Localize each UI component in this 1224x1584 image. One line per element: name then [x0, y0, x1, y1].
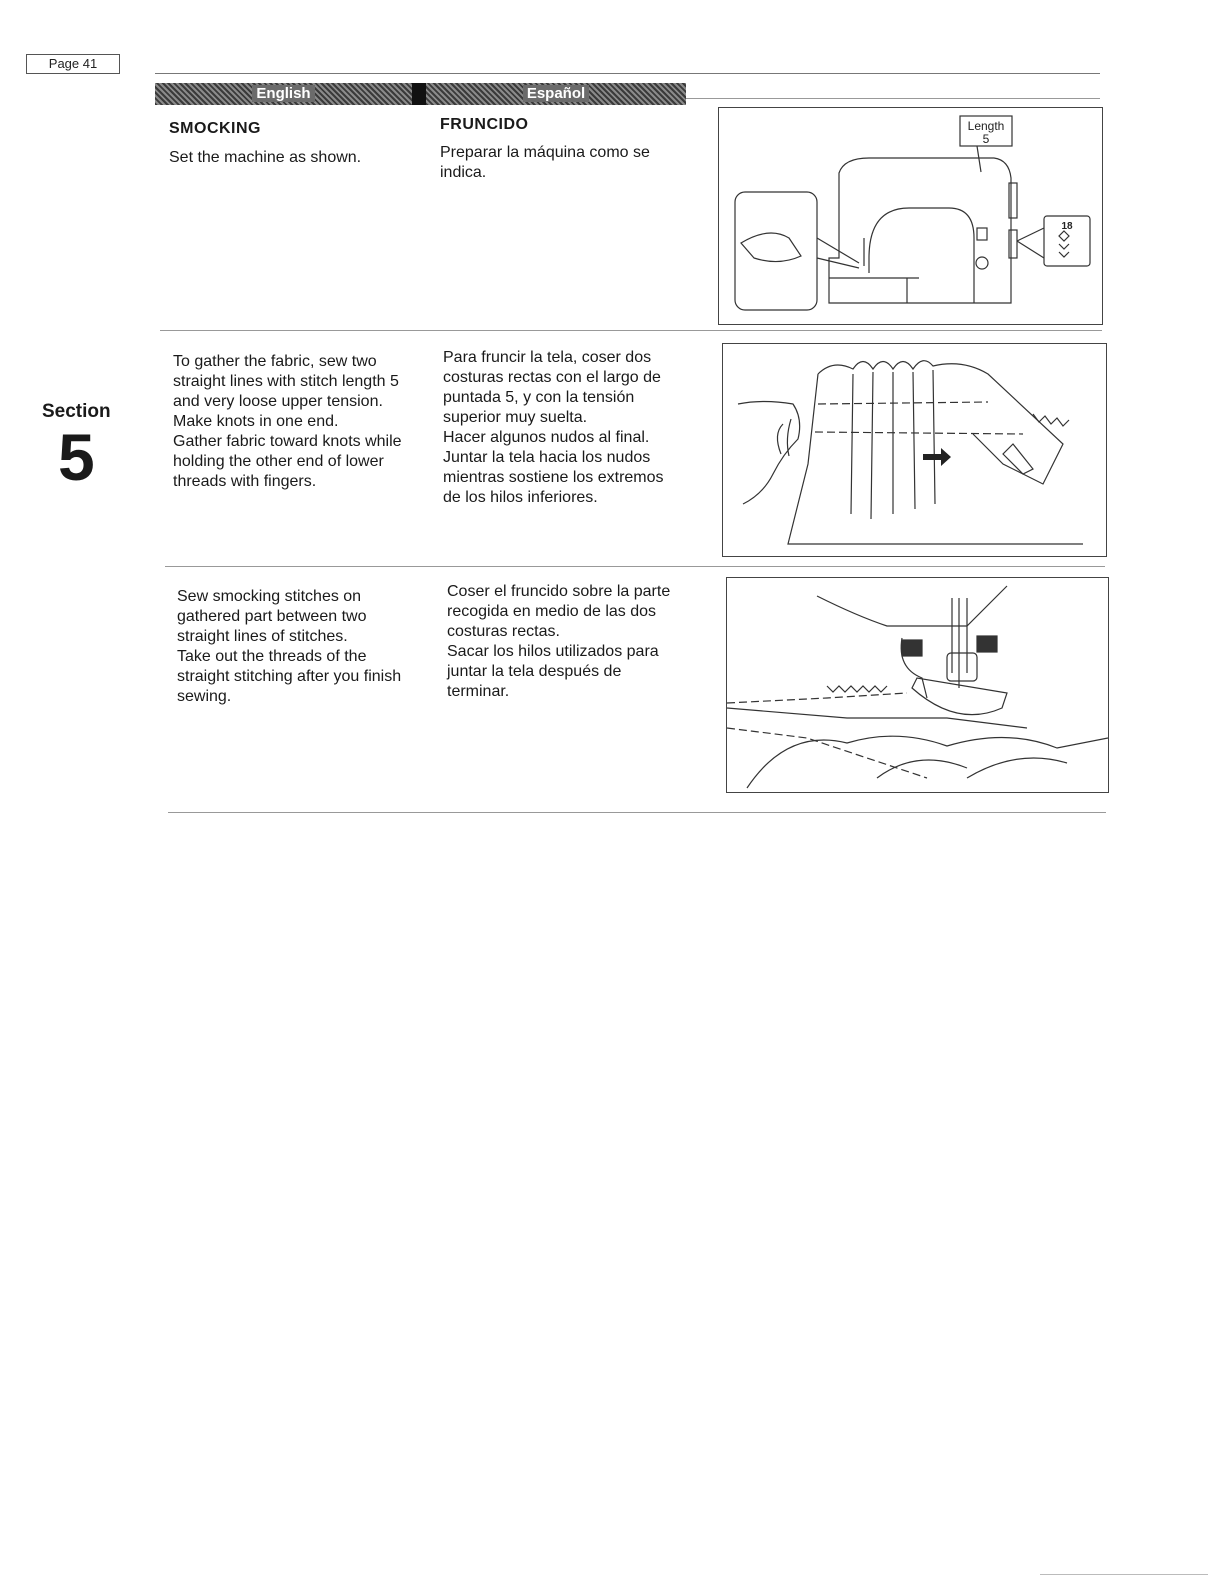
- sewing-machine-illustration: [719, 108, 1102, 324]
- row-divider-1: [160, 330, 1102, 331]
- english-title: SMOCKING: [169, 120, 261, 137]
- footer-rule: [1040, 1574, 1208, 1575]
- english-step-3: Sew smocking stitches on gathered part between two straight lines of stitches. Take out the threads of the straight stitching after you finish sewing.: [177, 588, 402, 705]
- length-label: Length: [967, 119, 1005, 133]
- smocking-figure: [726, 577, 1109, 793]
- english-step-1: Set the machine as shown.: [169, 149, 362, 166]
- english-header-bar: [155, 83, 412, 105]
- length-value: 5: [982, 132, 990, 146]
- top-rule: [155, 73, 1100, 74]
- machine-setup-figure: [718, 107, 1103, 325]
- section-label: Section: [42, 401, 111, 422]
- english-step-2: To gather the fabric, sew two straight lines with stitch length 5 and very loose upper tension. Make knots in one end. Gather fabric toward knots while holding the other end of lower threads with fingers.: [173, 353, 402, 490]
- spanish-step-1: Preparar la máquina como se indica.: [440, 144, 650, 181]
- row-divider-2: [165, 566, 1105, 567]
- gathering-figure: [722, 343, 1107, 557]
- spanish-step-3: Coser el fruncido sobre la parte recogida en medio de las dos costuras rectas. Sacar los hilos utilizados para juntar la tela después de terminar.: [447, 583, 671, 700]
- english-label: English: [252, 85, 314, 102]
- pattern-number: 18: [1061, 221, 1073, 232]
- row-divider-3: [168, 812, 1106, 813]
- spanish-label: Español: [523, 85, 589, 102]
- section-number: 5: [58, 420, 95, 494]
- header-rule: [686, 98, 1100, 99]
- spanish-step-2: Para fruncir la tela, coser dos costuras rectas con el largo de puntada 5, y con la tensión superior muy suelta. Hacer algunos nudos al final. Juntar la tela hacia los nudos mientras sostiene los extremos de los hilos inferiores.: [443, 349, 664, 506]
- spanish-header-bar: [426, 83, 686, 105]
- header-divider: [412, 83, 426, 105]
- smocking-illustration: [727, 578, 1108, 792]
- page-number-tab: Page 41: [26, 54, 120, 74]
- gathering-illustration: [723, 344, 1106, 556]
- spanish-title: FRUNCIDO: [440, 116, 529, 133]
